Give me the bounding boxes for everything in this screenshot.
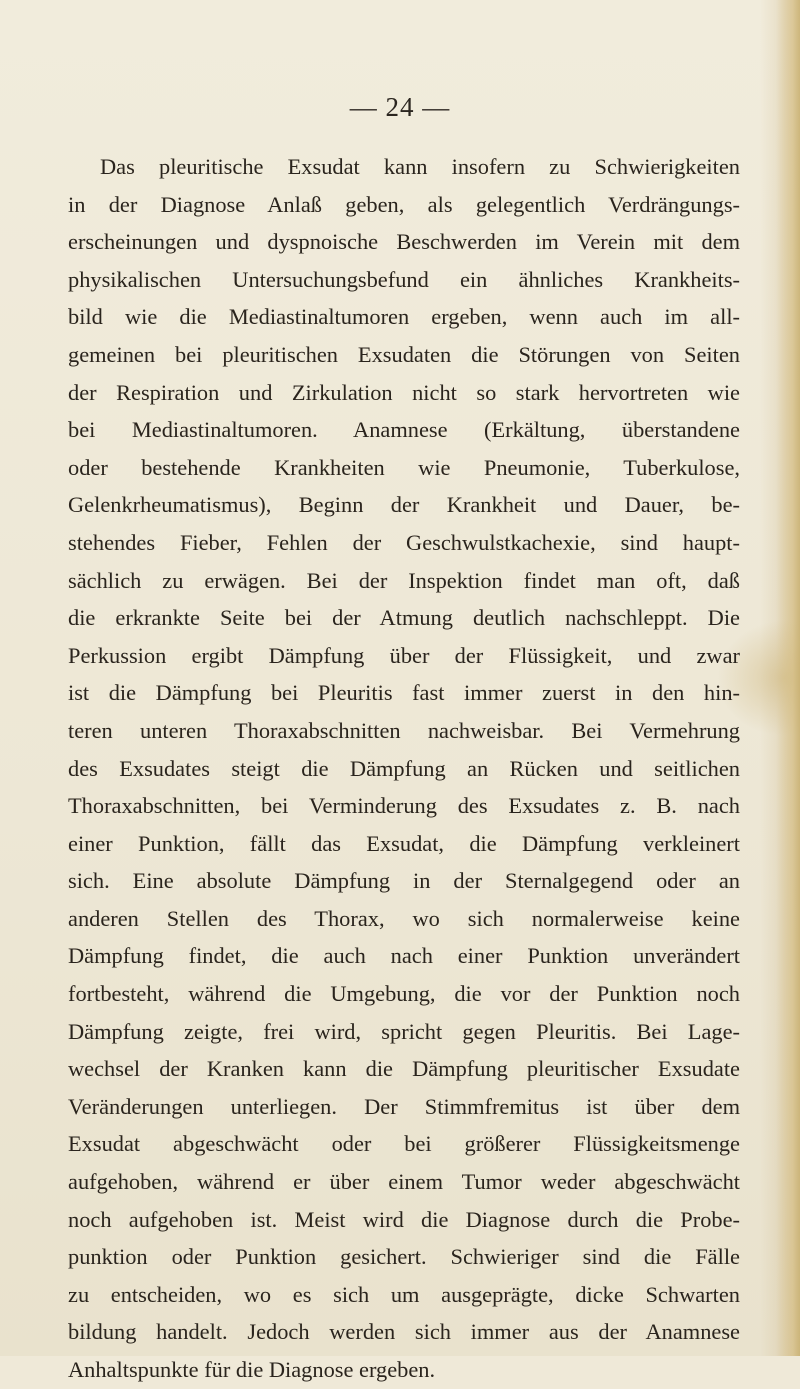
text-line: bild wie die Mediastinaltumoren ergeben, wenn auch im all- xyxy=(68,304,740,330)
text-line: Dämpfung findet, die auch nach einer Punktion unverändert xyxy=(68,943,740,969)
page-number: — 24 — xyxy=(349,92,451,122)
text-line: Anhaltspunkte für die Diagnose ergeben. xyxy=(68,1357,436,1382)
text-line: erscheinungen und dyspnoische Beschwerden im Verein mit dem xyxy=(68,229,740,255)
text-line: noch aufgehoben ist. Meist wird die Diagnose durch die Probe- xyxy=(68,1206,740,1232)
body-paragraph xyxy=(68,148,740,1389)
text-line: bildung handelt. Jedoch werden sich immer aus der Anamnese xyxy=(68,1319,740,1345)
text-line: Dämpfung zeigte, frei wird, spricht gegen Pleuritis. Bei Lage- xyxy=(68,1018,740,1044)
text-line: punktion oder Punktion gesichert. Schwieriger sind die Fälle xyxy=(68,1244,740,1270)
text-line: Das pleuritische Exsudat kann insofern zu Schwierigkeiten xyxy=(100,154,740,179)
text-line: fortbesteht, während die Umgebung, die vor der Punktion noch xyxy=(68,981,740,1007)
text-line: stehendes Fieber, Fehlen der Geschwulstkachexie, sind haupt- xyxy=(68,529,740,555)
text-line: physikalischen Untersuchungsbefund ein ähnliches Krankheits- xyxy=(68,266,740,292)
text-line: aufgehoben, während er über einem Tumor weder abgeschwächt xyxy=(68,1169,740,1195)
text-line: der Respiration und Zirkulation nicht so stark hervortreten wie xyxy=(68,379,740,405)
page-edge-stain xyxy=(776,0,800,1356)
text-line: wechsel der Kranken kann die Dämpfung pleuritischer Exsudate xyxy=(68,1056,740,1082)
text-line: Perkussion ergibt Dämpfung über der Flüssigkeit, und zwar xyxy=(68,642,740,668)
text-line: bei Mediastinaltumoren. Anamnese (Erkältung, überstandene xyxy=(68,417,740,443)
text-line: ist die Dämpfung bei Pleuritis fast immer zuerst in den hin- xyxy=(68,680,740,706)
text-line: des Exsudates steigt die Dämpfung an Rücken und seitlichen xyxy=(68,755,740,781)
text-line: in der Diagnose Anlaß geben, als gelegentlich Verdrängungs- xyxy=(68,191,740,217)
text-line: anderen Stellen des Thorax, wo sich normalerweise keine xyxy=(68,905,740,931)
text-line: teren unteren Thoraxabschnitten nachweisbar. Bei Vermehrung xyxy=(68,717,740,743)
text-line: oder bestehende Krankheiten wie Pneumonie, Tuberkulose, xyxy=(68,454,740,480)
text-line: Veränderungen unterliegen. Der Stimmfremitus ist über dem xyxy=(68,1093,740,1119)
text-line: Thoraxabschnitten, bei Verminderung des Exsudates z. B. nach xyxy=(68,793,740,819)
text-line: sich. Eine absolute Dämpfung in der Sternalgegend oder an xyxy=(68,868,740,894)
text-line: Exsudat abgeschwächt oder bei größerer Flüssigkeitsmenge xyxy=(68,1131,740,1157)
text-line: gemeinen bei pleuritischen Exsudaten die Störungen von Seiten xyxy=(68,341,740,367)
text-line: zu entscheiden, wo es sich um ausgeprägte, dicke Schwarten xyxy=(68,1281,740,1307)
text-line: Gelenkrheumatismus), Beginn der Krankheit und Dauer, be- xyxy=(68,492,740,518)
text-line: die erkrankte Seite bei der Atmung deutlich nachschleppt. Die xyxy=(68,605,740,631)
text-line: sächlich zu erwägen. Bei der Inspektion findet man oft, daß xyxy=(68,567,740,593)
text-line: einer Punktion, fällt das Exsudat, die Dämpfung verkleinert xyxy=(68,830,740,856)
